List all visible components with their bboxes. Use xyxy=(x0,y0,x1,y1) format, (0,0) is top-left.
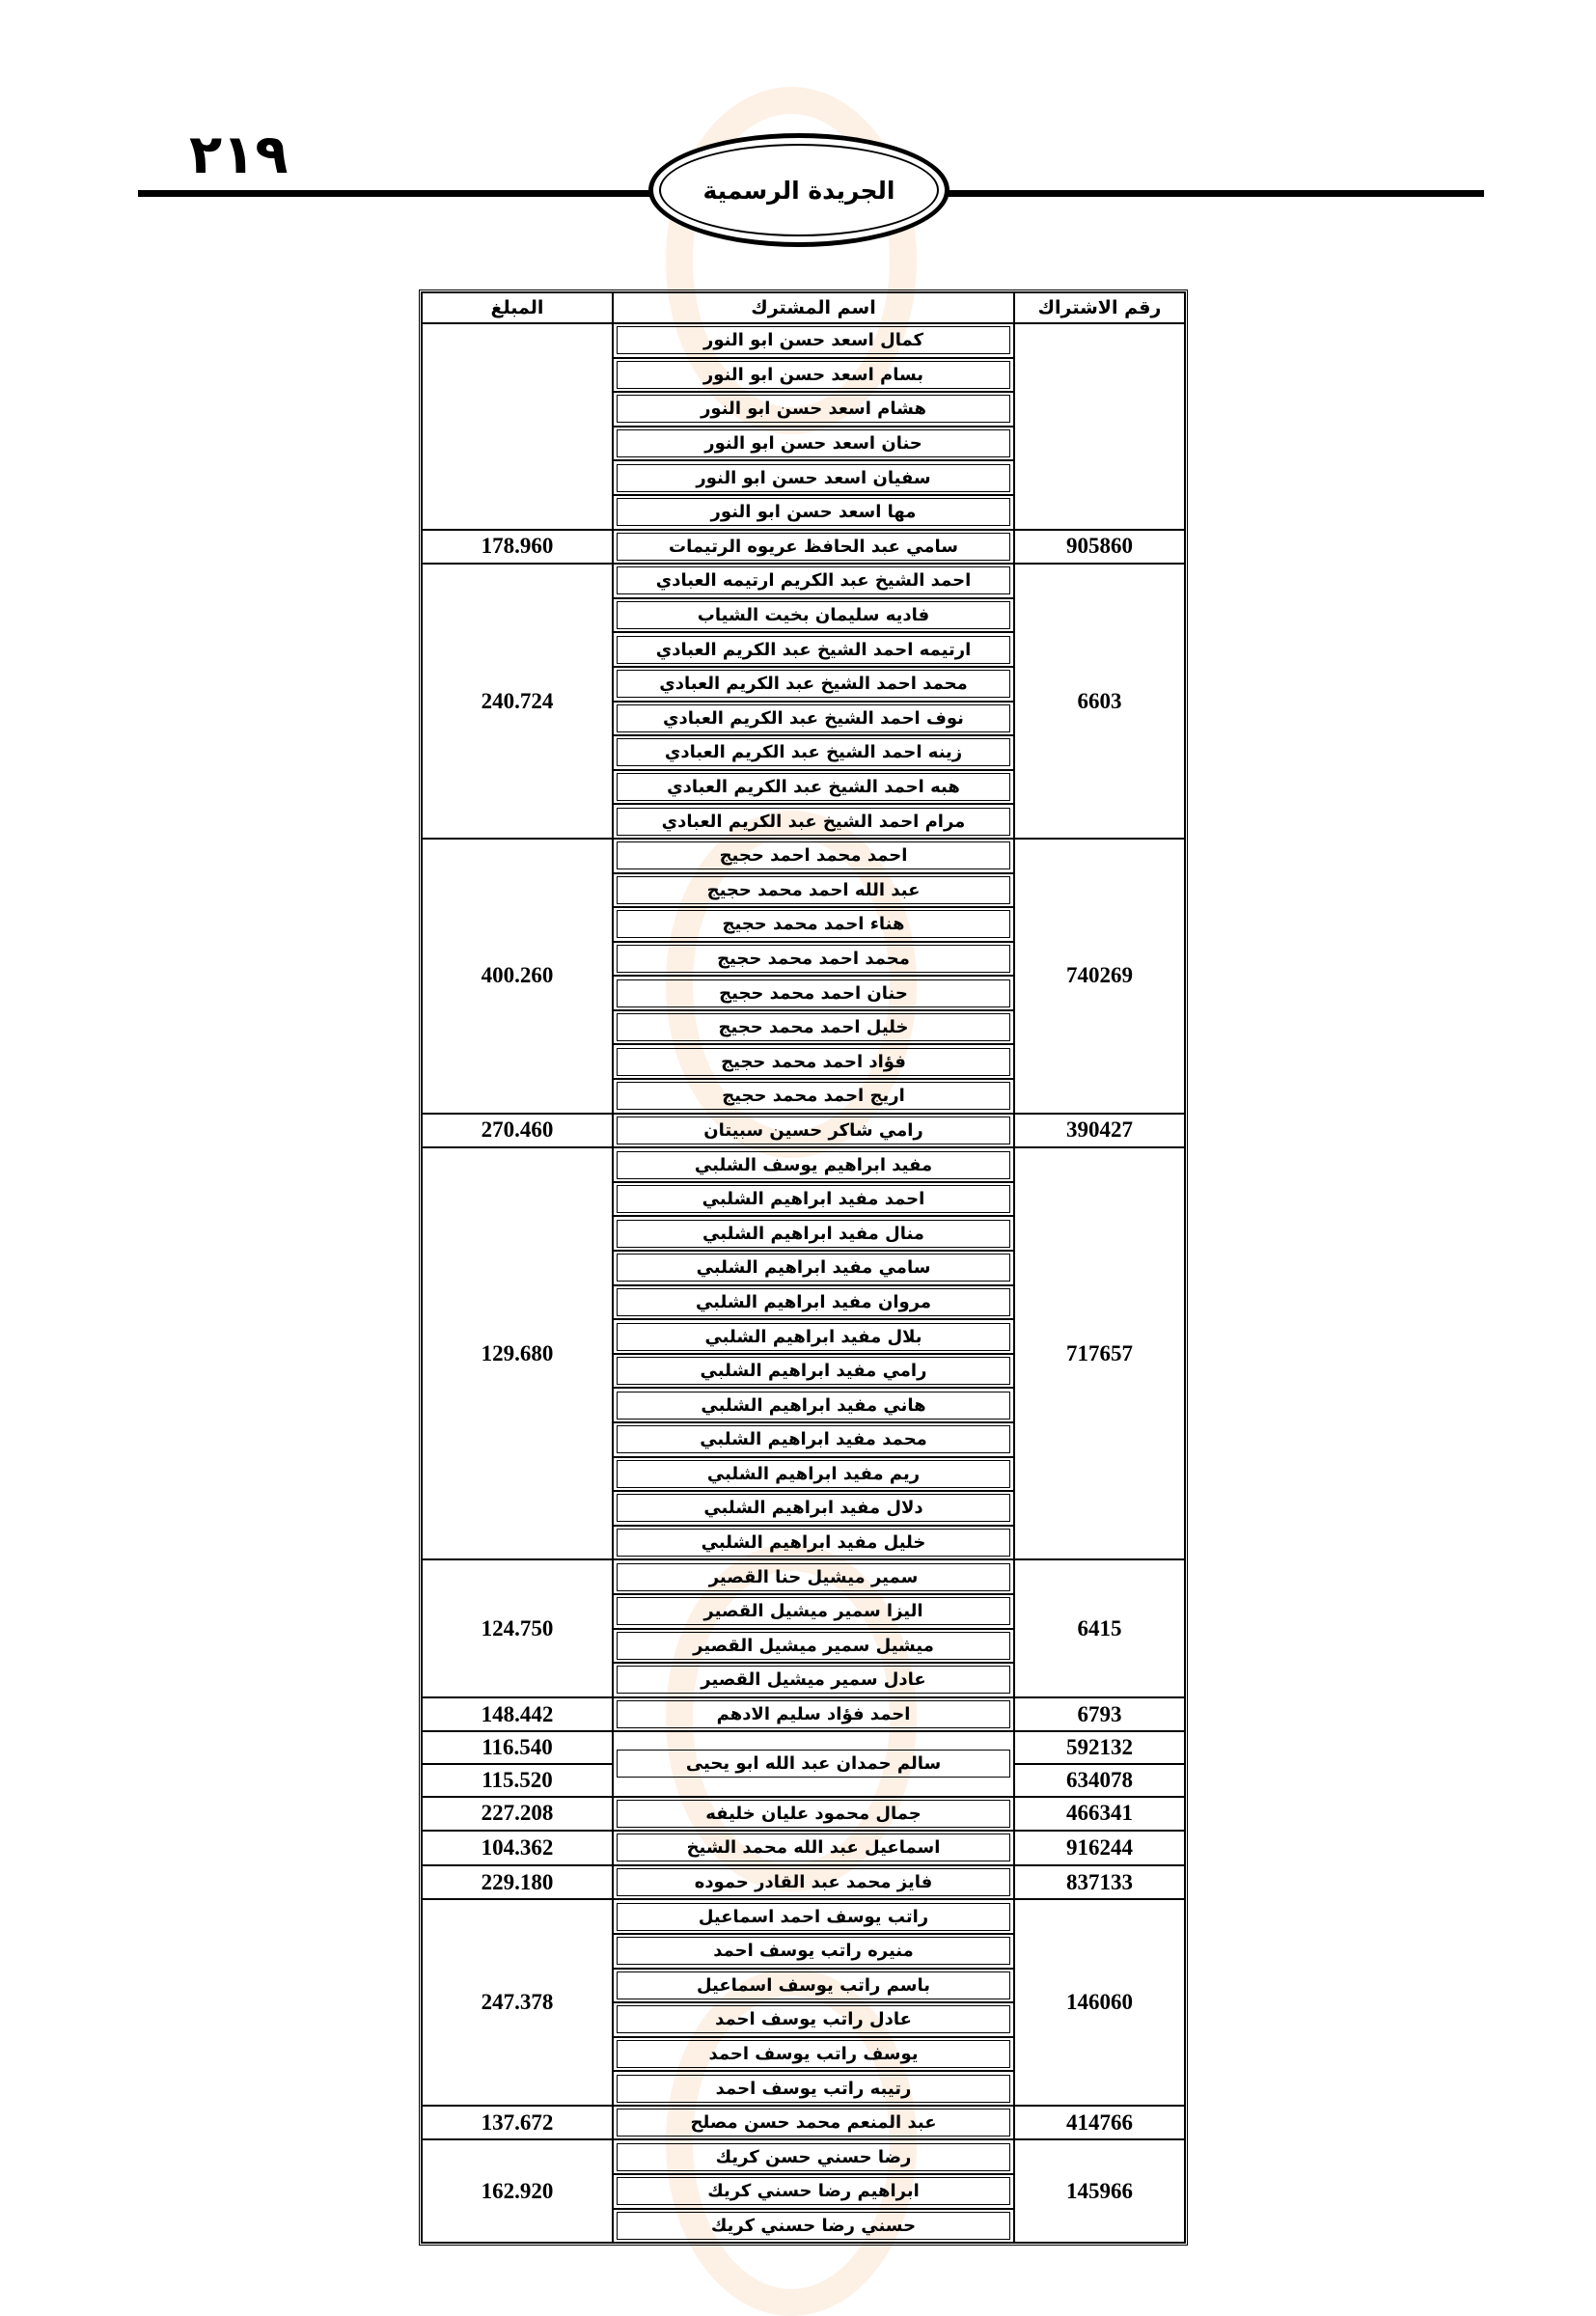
subscriber-name: مروان مفيد ابراهيم الشلبي xyxy=(617,1288,1010,1316)
subscription-number: 6793 xyxy=(1014,1697,1185,1732)
subscribers-table xyxy=(419,290,1188,2246)
subscriber-name: اليزا سمير ميشيل القصير xyxy=(617,1597,1010,1625)
subscriber-name: محمد احمد محمد حجيج xyxy=(617,945,1010,973)
subscriber-name: احمد مفيد ابراهيم الشلبي xyxy=(617,1185,1010,1213)
subscriber-name: ابراهيم رضا حسني كريك xyxy=(617,2177,1010,2205)
subscriber-name: سامي عبد الحافظ عريوه الرتيمات xyxy=(617,533,1010,561)
subscriber-name: خليل احمد محمد حجيج xyxy=(617,1013,1010,1041)
subscriber-name-cell xyxy=(613,2106,1014,2140)
subscriber-name-cell xyxy=(613,2071,1014,2106)
subscriber-name-cell xyxy=(613,323,1014,358)
table-row xyxy=(422,1865,1185,1900)
subscriber-name-cell xyxy=(613,1079,1014,1114)
subscriber-name: هاني مفيد ابراهيم الشلبي xyxy=(617,1392,1010,1420)
subscriber-name: فايز محمد عبد القادر حموده xyxy=(617,1868,1010,1896)
table-row xyxy=(422,1731,1185,1764)
subscriber-name-cell xyxy=(613,1147,1014,1182)
subscriber-name: مها اسعد حسن ابو النور xyxy=(617,498,1010,526)
subscription-number xyxy=(1014,323,1185,530)
subscriber-name-cell xyxy=(613,1731,1014,1796)
table-row xyxy=(422,839,1185,873)
subscriber-name: فؤاد احمد محمد حجيج xyxy=(617,1048,1010,1076)
subscription-number: 837133 xyxy=(1014,1865,1185,1900)
amount: 137.672 xyxy=(422,2106,613,2140)
subscriber-name-cell xyxy=(613,1559,1014,1594)
subscription-number: 916244 xyxy=(1014,1831,1185,1865)
subscriber-name: باسم راتب يوسف اسماعيل xyxy=(617,1971,1010,1999)
subscriber-name-cell xyxy=(613,2139,1014,2174)
subscriber-name-cell xyxy=(613,702,1014,736)
subscriber-name: سمير ميشيل حنا القصير xyxy=(617,1563,1010,1591)
subscriber-name-cell xyxy=(613,1216,1014,1251)
subscriber-name-cell xyxy=(613,1457,1014,1492)
amount xyxy=(422,323,613,530)
table-row xyxy=(422,1697,1185,1732)
subscriber-name: سالم حمدان عبد الله ابو يحيى xyxy=(617,1750,1010,1778)
subscriber-name-cell xyxy=(613,1251,1014,1285)
amount: 270.460 xyxy=(422,1114,613,1148)
subscriber-name: مرام احمد الشيخ عبد الكريم العبادي xyxy=(617,808,1010,836)
column-header-number: رقم الاشتراك xyxy=(1014,292,1185,323)
subscription-number: 145966 xyxy=(1014,2139,1185,2243)
subscriber-name: جمال محمود عليان خليفه xyxy=(617,1800,1010,1828)
subscriber-name: رضا حسني حسن كريك xyxy=(617,2143,1010,2171)
subscriber-name-cell xyxy=(613,1899,1014,1934)
subscriber-name-cell xyxy=(613,495,1014,530)
subscription-number: 717657 xyxy=(1014,1147,1185,1559)
subscriber-name: دلال مفيد ابراهيم الشلبي xyxy=(617,1494,1010,1522)
subscription-number: 634078 xyxy=(1014,1764,1185,1797)
subscriber-name: احمد فؤاد سليم الادهم xyxy=(617,1700,1010,1728)
subscriber-name-cell xyxy=(613,873,1014,908)
subscriber-name-cell xyxy=(613,1491,1014,1526)
subscription-number: 146060 xyxy=(1014,1899,1185,2106)
subscriber-name: اسماعيل عبد الله محمد الشيخ xyxy=(617,1834,1010,1861)
column-header-amount: المبلغ xyxy=(422,292,613,323)
table-row xyxy=(422,323,1185,358)
subscriber-name-cell xyxy=(613,564,1014,598)
subscriber-name: رتيبه راتب يوسف احمد xyxy=(617,2075,1010,2103)
subscriber-name-cell xyxy=(613,1182,1014,1217)
subscriber-name-cell xyxy=(613,1422,1014,1457)
subscriber-name-cell xyxy=(613,1594,1014,1629)
subscriber-name-cell xyxy=(613,1114,1014,1148)
subscription-number: 592132 xyxy=(1014,1731,1185,1764)
subscriber-name-cell xyxy=(613,1663,1014,1697)
page-number: ٢١٩ xyxy=(189,124,289,186)
subscriber-name: حنان اسعد حسن ابو النور xyxy=(617,429,1010,457)
subscriber-name-cell xyxy=(613,358,1014,393)
table-row xyxy=(422,1899,1185,1934)
amount: 227.208 xyxy=(422,1797,613,1832)
subscriber-name: عبد المنعم محمد حسن مصلح xyxy=(617,2109,1010,2137)
subscriber-name: حسني رضا حسني كريك xyxy=(617,2212,1010,2240)
subscription-number: 6603 xyxy=(1014,564,1185,839)
subscriber-name-cell xyxy=(613,1697,1014,1732)
subscriber-name: زينه احمد الشيخ عبد الكريم العبادي xyxy=(617,738,1010,766)
subscriber-name: بسام اسعد حسن ابو النور xyxy=(617,361,1010,389)
subscriber-name-cell xyxy=(613,1797,1014,1832)
table-row xyxy=(422,1147,1185,1182)
table-row xyxy=(422,1797,1185,1832)
subscriber-name-cell xyxy=(613,1865,1014,1900)
subscriber-name-cell xyxy=(613,1969,1014,2003)
amount: 124.750 xyxy=(422,1559,613,1696)
subscriber-name: هبه احمد الشيخ عبد الكريم العبادي xyxy=(617,773,1010,801)
subscriber-name-cell xyxy=(613,770,1014,805)
subscriber-name-cell xyxy=(613,427,1014,461)
subscription-number: 6415 xyxy=(1014,1559,1185,1696)
table-row xyxy=(422,1831,1185,1865)
subscriber-name-cell xyxy=(613,1354,1014,1389)
subscriber-name-cell xyxy=(613,1044,1014,1079)
subscriber-name-cell xyxy=(613,1285,1014,1320)
subscriber-name: هشام اسعد حسن ابو النور xyxy=(617,395,1010,423)
subscriber-name-cell xyxy=(613,839,1014,873)
subscriber-name: راتب يوسف احمد اسماعيل xyxy=(617,1903,1010,1931)
subscriber-name-cell xyxy=(613,2174,1014,2209)
subscriber-name: كمال اسعد حسن ابو النور xyxy=(617,326,1010,354)
subscriber-name: منال مفيد ابراهيم الشلبي xyxy=(617,1220,1010,1248)
subscriber-name: حنان احمد محمد حجيج xyxy=(617,979,1010,1007)
gazette-title-ellipse xyxy=(648,133,949,247)
subscriber-name-cell xyxy=(613,907,1014,942)
subscriber-name-cell xyxy=(613,392,1014,427)
subscription-number: 905860 xyxy=(1014,530,1185,565)
subscriber-name-cell xyxy=(613,460,1014,495)
amount: 115.520 xyxy=(422,1764,613,1797)
subscriber-name-cell xyxy=(613,1831,1014,1865)
subscriber-name: اريج احمد محمد حجيج xyxy=(617,1082,1010,1110)
table-header-row xyxy=(422,292,1185,323)
subscriber-name-cell xyxy=(613,942,1014,977)
subscriber-name: نوف احمد الشيخ عبد الكريم العبادي xyxy=(617,704,1010,732)
subscriber-name-cell xyxy=(613,1388,1014,1422)
subscriber-name: احمد الشيخ عبد الكريم ارتيمه العبادي xyxy=(617,566,1010,594)
subscriber-name-cell xyxy=(613,1319,1014,1354)
subscriber-name: ريم مفيد ابراهيم الشلبي xyxy=(617,1460,1010,1488)
subscriber-name: هناء احمد محمد حجيج xyxy=(617,910,1010,938)
amount: 148.442 xyxy=(422,1697,613,1732)
subscriber-name: عادل راتب يوسف احمد xyxy=(617,2005,1010,2033)
subscriber-name: يوسف راتب يوسف احمد xyxy=(617,2040,1010,2068)
subscriber-name: محمد احمد الشيخ عبد الكريم العبادي xyxy=(617,670,1010,698)
subscriber-name: عادل سمير ميشيل القصير xyxy=(617,1666,1010,1694)
subscriber-name-cell xyxy=(613,804,1014,839)
subscriber-name-cell xyxy=(613,632,1014,667)
subscriber-name-cell xyxy=(613,530,1014,565)
subscriber-name-cell xyxy=(613,2209,1014,2244)
amount: 229.180 xyxy=(422,1865,613,1900)
subscriber-name-cell xyxy=(613,598,1014,633)
table-row xyxy=(422,1559,1185,1594)
table-body xyxy=(422,323,1185,2243)
subscriber-name: رامي شاكر حسين سبيتان xyxy=(617,1117,1010,1144)
amount: 129.680 xyxy=(422,1147,613,1559)
amount: 247.378 xyxy=(422,1899,613,2106)
subscription-number: 390427 xyxy=(1014,1114,1185,1148)
subscriber-name: محمد مفيد ابراهيم الشلبي xyxy=(617,1425,1010,1453)
subscriber-name-cell xyxy=(613,735,1014,770)
subscriber-name-cell xyxy=(613,2002,1014,2037)
subscriber-name: مفيد ابراهيم يوسف الشلبي xyxy=(617,1151,1010,1179)
subscriber-name-cell xyxy=(613,667,1014,702)
subscriber-name: فاديه سليمان بخيت الشياب xyxy=(617,601,1010,629)
gazette-title: الجريدة الرسمية xyxy=(702,176,895,205)
amount: 400.260 xyxy=(422,839,613,1114)
table-row xyxy=(422,1114,1185,1148)
column-header-name: اسم المشترك xyxy=(613,292,1014,323)
table-row xyxy=(422,2106,1185,2140)
table-row xyxy=(422,530,1185,565)
amount: 178.960 xyxy=(422,530,613,565)
subscriber-name: بلال مفيد ابراهيم الشلبي xyxy=(617,1323,1010,1351)
subscriber-name: منيره راتب يوسف احمد xyxy=(617,1937,1010,1965)
subscriber-name: سفيان اسعد حسن ابو النور xyxy=(617,464,1010,492)
table-row xyxy=(422,2139,1185,2174)
subscriber-name: احمد محمد احمد حجيج xyxy=(617,841,1010,869)
subscription-number: 740269 xyxy=(1014,839,1185,1114)
table-row xyxy=(422,564,1185,598)
subscriber-name-cell xyxy=(613,1934,1014,1969)
subscriber-name-cell xyxy=(613,976,1014,1010)
subscriber-name: رامي مفيد ابراهيم الشلبي xyxy=(617,1357,1010,1385)
subscription-number: 466341 xyxy=(1014,1797,1185,1832)
subscriber-name: سامي مفيد ابراهيم الشلبي xyxy=(617,1254,1010,1282)
subscription-number: 414766 xyxy=(1014,2106,1185,2140)
subscriber-name-cell xyxy=(613,1526,1014,1560)
amount: 104.362 xyxy=(422,1831,613,1865)
amount: 240.724 xyxy=(422,564,613,839)
amount: 116.540 xyxy=(422,1731,613,1764)
subscriber-name: خليل مفيد ابراهيم الشلبي xyxy=(617,1529,1010,1557)
subscriber-name: عبد الله احمد محمد حجيج xyxy=(617,876,1010,904)
subscriber-name-cell xyxy=(613,1629,1014,1664)
subscriber-name: ارتيمه احمد الشيخ عبد الكريم العبادي xyxy=(617,636,1010,664)
amount: 162.920 xyxy=(422,2139,613,2243)
subscriber-name: ميشيل سمير ميشيل القصير xyxy=(617,1632,1010,1660)
subscriber-name-cell xyxy=(613,2037,1014,2072)
subscriber-name-cell xyxy=(613,1010,1014,1045)
